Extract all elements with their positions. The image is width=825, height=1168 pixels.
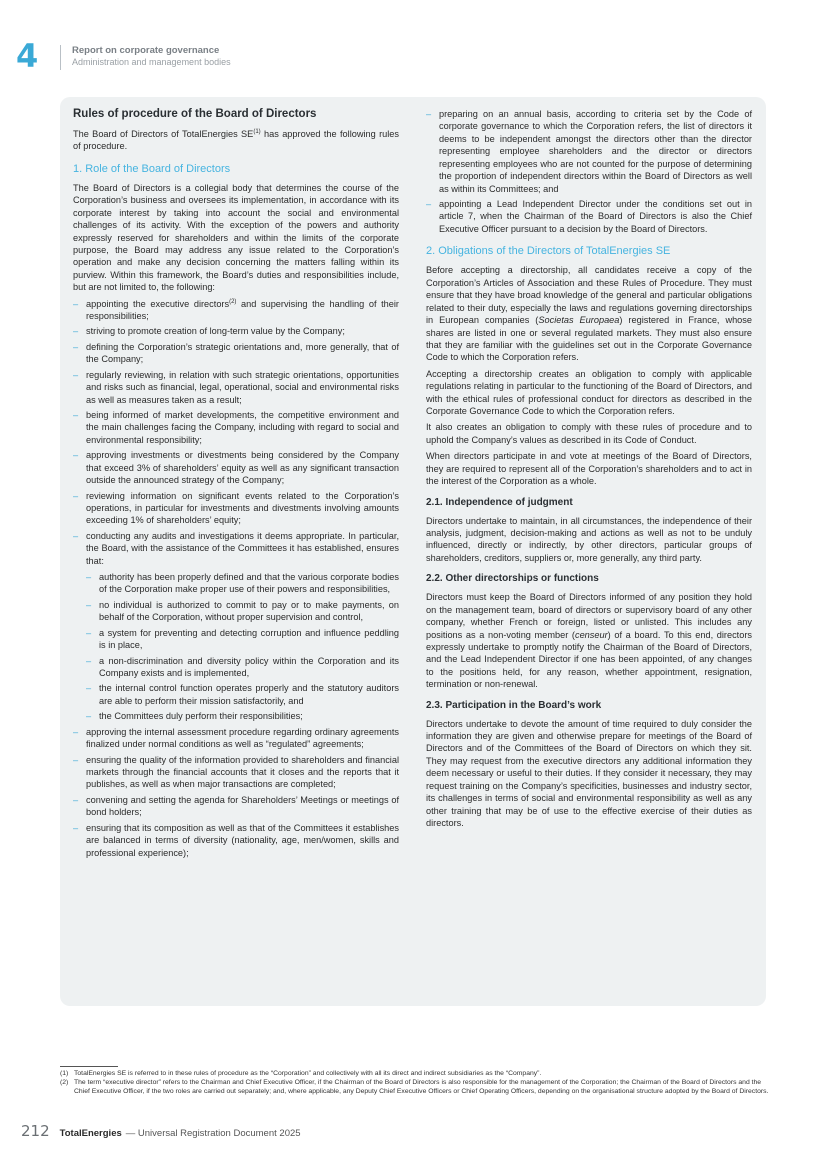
audit-sublist (86, 571, 399, 723)
footnote-ref-2: (2) (229, 298, 237, 305)
footnotes (60, 1070, 770, 1096)
list-item: – appointing the executive directors$^{(2)}$ and supervising the handling of their responsibilities; (73, 298, 399, 323)
header-title: Report on corporate governance (72, 45, 220, 56)
duties-list-continued (426, 108, 752, 235)
chapter-number: 4 (16, 37, 39, 75)
sub-list-item: – the internal control function operates properly and the statutory auditors are able to perform their mission satisfactorily, and (86, 682, 399, 707)
sub-list-item: – authority has been properly defined and that the various corporate bodies of the Corporation make proper use of their powers and responsibilities, (86, 571, 399, 596)
section-2-heading: 2. Obligations of the Directors of TotalEnergies SE (426, 245, 671, 258)
footnote-text: TotalEnergies SE is referred to in these rules of procedure as the “Corporation” and collectively with all its direct and indirect subsidiaries as the “Company”. (74, 1070, 542, 1077)
list-item: – ensuring the quality of the information provided to shareholders and financial markets through the financial accounts that it closes and the reports that it publishes, as well as when major transactions are completed; (73, 754, 399, 791)
header-subtitle: Administration and management bodies (72, 56, 231, 67)
footnote (60, 1070, 770, 1079)
section-2-paragraph-1: Before accepting a directorship, all candidates receive a copy of the Corporation’s Articles of Association and these Rules of Procedure. They must ensure that they have broad knowledge of the general and particular obligations related to their duty, especially the laws and regulations governing directorships in European companies (Societas Europaea) registered in France, whose shares are listed in one or several regulated markets. They must also ensure that they are familiar with the guidelines set out in the Corporate Governance Code to which the Corporation refers. (426, 265, 752, 363)
list-item: – approving investments or divestments being considered by the Company that exceed 3% of shareholders’ equity as well as any significant transaction outside the announced strategy of the Company; (73, 449, 399, 486)
section-2-paragraph-3: It also creates an obligation to comply with these rules of procedure and to uphold the Company’s values as described in its Code of Conduct. (426, 422, 752, 445)
list-item: – being informed of market developments, the competitive environment and the main challenges facing the Company, including with regard to social and environmental responsibility; (73, 409, 399, 446)
sub-list-item: – no individual is authorized to commit to pay or to make payments, on behalf of the Corporation, without proper supervision and control, (86, 599, 399, 624)
header-divider (60, 45, 61, 70)
section-2-3-paragraph: Directors undertake to devote the amount of time required to duly consider the information they are given and otherwise prepare for meetings of the Board of Directors and of the Committees of the Board of Directors on which they sit. They may request from the executive directors any additional information they deem necessary or useful to their duties. If they consider it necessary, they may request training on the Company’s specificities, businesses and industry sector, its challenges in terms of social and environmental responsibility as well as any other training that may be of use to the effective exercise of their duties as directors. (426, 718, 752, 829)
footnote (60, 1079, 770, 1097)
running-header (72, 46, 231, 67)
document-title: — Universal Registration Document 2025 (125, 1128, 301, 1139)
footnote-mark: (1) (60, 1070, 69, 1077)
section-2-2-heading: 2.2. Other directorships or functions (426, 573, 599, 585)
list-item: – conducting any audits and investigations it deems appropriate. In particular, the Board, with the assistance of the Committees it has established, ensures that: – authority has been properly defined and that the various corporate bodies of the Corporation make proper use of their powers and responsibilities, – no individual is authorized to commit to pay or to make payments, on behalf of the Corporation, without proper supervision and control, – a system for preventing and detecting corruption and influence peddling is in place, – a non-discrimination and diversity policy within the Corporation and its Company exists and is implemented, – the internal control function operates properly and the statutory auditors are able to perform their mission satisfactorily, and – the Committees duly perform their responsibilities; (73, 530, 399, 723)
section-2-1-heading: 2.1. Independence of judgment (426, 496, 573, 508)
section-2-paragraph-2: Accepting a directorship creates an obligation to comply with applicable regulations relating in particular to the functioning of the Board of Directors, and with the ethical rules of professional conduct for directors as described in the Corporate Governance Code to which the Corporation refers. (426, 368, 752, 417)
right-column (426, 108, 752, 833)
list-item: – defining the Corporation’s strategic orientations and, more generally, that of the Company; (73, 341, 399, 366)
section-1-heading: 1. Role of the Board of Directors (73, 162, 231, 175)
sub-list-item: – the Committees duly perform their responsibilities; (86, 710, 399, 722)
section-2-1-paragraph: Directors undertake to maintain, in all circumstances, the independence of their analysis, judgment, decision-making and actions as well as not to be unduly influenced, directly or indirectly, by other directors, particular groups of shareholders, creditors, suppliers or, more generally, any third party. (426, 515, 752, 563)
section-2-paragraph-4: When directors participate in and vote at meetings of the Board of Directors, they are required to represent all of the Corporation’s shareholders and to act in the interest of the Corporation as a whole. (426, 451, 752, 487)
list-item: – convening and setting the agenda for Shareholders’ Meetings or meetings of bond holders; (73, 794, 399, 819)
section-2-2-paragraph: Directors must keep the Board of Directors informed of any position they hold on the management team, board of directors or supervisory board of any other company, whether French or foreign, listed or unlisted. This includes any positions as a non-voting member (censeur) of a board. To this end, directors expressly undertake to promptly notify the Chairman of the Board of Directors, and the Lead Independent Director if one has been appointed, of any changes to the positions held, for any reason, whether appointment, resignation, termination or non-renewal. (426, 592, 752, 690)
page-number: 212 (21, 1122, 50, 1140)
section-1-paragraph: The Board of Directors is a collegial body that determines the course of the Corporation’s business and oversees its implementation, in accordance with its corporate interest by taking into account the social and environmental challenges of its activity. With the exception of the powers and authority expressly reserved for shareholders and within the limits of the corporate purpose, the Board may address any issue related to the Corporation’s operation and make any decision concerning the matters falling within its purview. Within this framework, the Board’s duties and responsibilities include, but are not limited to, the following: (73, 182, 399, 293)
list-item: – approving the internal assessment procedure regarding ordinary agreements finalized under normal conditions as well as “regulated” agreements; (73, 726, 399, 751)
footnote-text: The term “executive director” refers to the Chairman and Chief Executive Officer, if the Chairman of the Board of Directors is also responsible for the management of the Corporation; the Chairman of the Board of Directors and the Chief Executive Officer, if the two roles are carried out separately; and, where applicable, any Deputy Chief Executive Officers or Chief Operating Officers, depending on the organisational structure adopted by the Board of Directors. (74, 1078, 769, 1095)
list-item: – appointing a Lead Independent Director under the conditions set out in article 7, when the Chairman of the Board of Directors is also the Chief Executive Officer pursuant to a decision by the Board of Directors. (426, 198, 752, 235)
brand-name: TotalEnergies (59, 1128, 122, 1139)
footnote-ref-1: (1) (253, 128, 261, 135)
page-footer (21, 1122, 301, 1140)
sub-list-item: – a non-discrimination and diversity policy within the Corporation and its Company exists and is implemented, (86, 655, 399, 680)
section-2-3-heading: 2.3. Participation in the Board’s work (426, 699, 602, 711)
intro-paragraph: The Board of Directors of TotalEnergies SE$^{(1)}$ has approved the following rules of procedure. (73, 128, 400, 152)
list-item: – reviewing information on significant events related to the Corporation’s operations, in particular for investments and divestments involving amounts exceeding 1% of shareholders’ equity; (73, 490, 399, 527)
footnote-mark: (2) (60, 1078, 69, 1086)
list-item: – striving to promote creation of long-term value by the Company; (73, 325, 399, 337)
list-item: – preparing on an annual basis, according to criteria set by the Code of corporate governance to which the Corporation refers, the list of directors it deems to be independent amongst the directors other than the director representing employee shareholders and the director or directors representing employees who are not counted for the purpose of determining the proportion of independent directors within the Board of Directors as well as within its Committees; and (426, 108, 752, 195)
list-item: – regularly reviewing, in relation with such strategic orientations, opportunities and risks such as financial, legal, operational, social and environmental risks as well as measures taken as a result; (73, 369, 399, 406)
footnote-divider (60, 1066, 118, 1067)
duties-list (73, 298, 399, 859)
sub-list-item: – a system for preventing and detecting corruption and influence peddling is in place, (86, 627, 399, 652)
list-item: – ensuring that its composition as well as that of the Committees it establishes are balanced in terms of diversity (nationality, age, men/women, skills and professional experience); (73, 822, 399, 859)
left-column (73, 108, 399, 862)
box-title: Rules of procedure of the Board of Directors (73, 108, 317, 120)
